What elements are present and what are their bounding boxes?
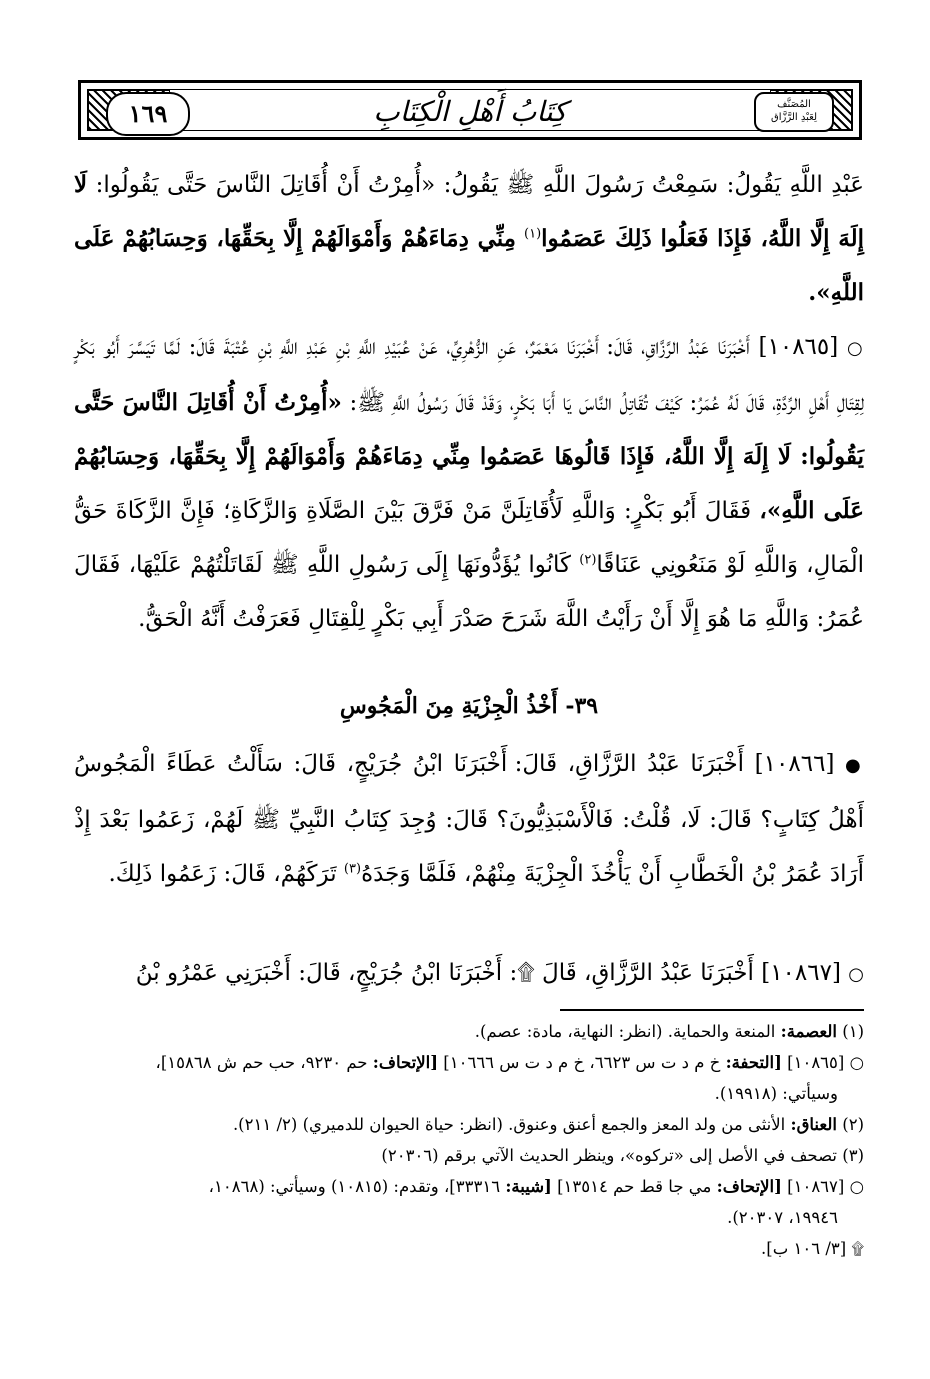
footnote-ref-2: (٢) — [579, 552, 597, 568]
hadith-quote: «أُمِرْتُ أَنْ أُقَاتِلَ النَّاسَ حَتَّى يَقُولُوا: لَا إِلَهَ إِلَّا اللَّهُ، فَإِذَا قَالُوهَا عَصَمُوا مِنِّي دِمَاءَهُمْ وَأَمْوَالَهُمْ إِلَّا بِحَقِّهَا، وَحِسَابُهُمْ عَلَى اللَّهِ»، — [74, 389, 865, 524]
footnote-ref-3: (٣) — [343, 861, 362, 877]
footnote-text: الأنثى من ولد المعز والجمع أعنق وعنوق. (انظر: حياة الحيوان للدميري) (٢/ ٢١١). — [232, 1115, 786, 1134]
footnote-label: [الإتحاف: — [716, 1177, 782, 1196]
hadith-narrator: أَخْبَرَنَا عَبْدُ الرَّزَّاقِ، — [584, 960, 754, 986]
footnote-text: تصحف في الأصل إلى «تركوه»، وينظر الحديث الآتي برقم (٢٠٣٠٦) — [381, 1146, 837, 1165]
book-logo — [754, 92, 834, 132]
logo-line-2: لِعَبْدِ الرَّزَّاق — [770, 112, 818, 123]
footnote-number: [١٠٨٦٧] — [787, 1177, 845, 1196]
hadith-text: قَالَ: أَخْبَرَنَا مَعْمَرٌ، عَنِ الزُّهْرِيِّ، عَنْ عُبَيْدِ اللَّهِ بْنِ عَبْدِ اللَّهِ بْنِ عُتْبَةَ قَالَ: لَمَّا تَيَسَّرَ أَبُو بَكْرٍ لِقِتَالِ أَهْلِ الرِّدَّةِ، قَالَ لَهُ عُمَرُ: كَيْفَ تُقَاتِلُ النَّاسَ يَا أَبَا بَكْرٍ، وَقَدْ قَالَ رَسُولُ اللَّهِ ﷺ: — [74, 334, 865, 416]
logo-line-1: المُصَنَّف — [777, 99, 811, 110]
footnote-number: (٢) — [842, 1115, 864, 1134]
hadith-number: [١٠٨٦٧] — [761, 960, 841, 986]
manuscript-marker: ۩ — [851, 1239, 864, 1258]
footnote-term: العصمة: — [780, 1022, 837, 1041]
paragraph-3 — [74, 737, 864, 901]
footnote-ref-1: (١) — [524, 226, 542, 242]
header-frame — [87, 89, 853, 131]
footnote-label: [الإتحاف: — [372, 1053, 439, 1072]
footnote-3 — [74, 1109, 864, 1140]
footnote-text: المنعة والحماية. (انظر: النهاية، مادة: عصم). — [474, 1022, 776, 1041]
footnote-number: (١) — [842, 1022, 864, 1041]
section-heading: ٣٩- أَخْذُ الْجِزْيَةِ مِنَ الْمَجُوسِ — [339, 693, 599, 719]
p1-line-3: عَلَى اللَّهِ». — [74, 225, 864, 306]
footnote-term: العناق: — [790, 1115, 837, 1134]
hadith-text: كَانُوا يُؤَدُّونَهَا إِلَى رَسُولِ اللَّهِ ﷺ لَقَاتَلْتُهُمْ عَلَيْهَا، فَقَالَ عُمَرُ: وَاللَّهِ مَا هُوَ إِلَّا أَنْ رَأَيْتُ اللَّهَ شَرَحَ صَدْرَ أَبِي بَكْرٍ لِلْقِتَالِ فَعَرَفْتُ أَنَّهُ الْحَقُّ. — [74, 552, 864, 632]
paragraph-4 — [74, 946, 864, 1002]
hadith-text: تَرَكَهُمْ، قَالَ: زَعَمُوا ذَلِكَ. — [108, 861, 337, 887]
hadith-marker-hollow: ○ — [846, 338, 865, 359]
p1-line-2b: مِنِّي دِمَاءَهُمْ وَأَمْوَالَهُمْ إِلَّا بِحَقِّهَا، وَحِسَابُهُمْ — [122, 225, 516, 252]
footnote-5-continued: ١٩٩٤٦، ٢٠٣٠٧). — [727, 1208, 838, 1227]
footnote-6 — [74, 1233, 864, 1264]
footnote-number: (٣) — [842, 1146, 864, 1165]
hadith-number: [١٠٨٦٦] — [754, 751, 835, 777]
footnote-5 — [74, 1171, 864, 1202]
footnote-marker: ○ — [849, 1053, 864, 1072]
page-header — [78, 80, 862, 140]
footnote-text: حم ٩٢٣٠، حب حم ش ١٥٨٦٨]، — [155, 1053, 368, 1072]
hadith-text: فَقَالَ أَبُو بَكْرٍ: وَاللَّهِ لَأُقَاتِلَنَّ مَنْ فَرَّقَ بَيْنَ الصَّلَاةِ وَالزَّكَاةِ؛ فَإِنَّ الزَّكَاةَ حَقُّ الْمَالِ، وَاللَّهِ لَوْ مَنَعُونِي عَنَاقًا — [74, 498, 865, 578]
hadith-narrator: أَخْبَرَنَا عَبْدُ الرَّزَّاقِ، — [640, 334, 750, 360]
hadith-text: قَالَ: أَخْبَرَنَا ابْنُ جُرَيْجٍ، قَالَ: سَأَلْتُ عَطَاءً الْمَجُوسُ أَهْلُ كِتَابٍ؟ قَالَ: لَا، قُلْتُ: فَالْأَسْبَذِيُّونَ؟ قَالَ: وُجِدَ كِتَابُ النَّبِيِّ ﷺ لَهُمْ، زَعَمُوا بَعْدَ إِذْ أَرَادَ عُمَرُ بْنُ الْخَطَّابِ أَنْ يَأْخُذَ الْجِزْيَةَ مِنْهُمْ، فَلَمَّا وَجَدَهُ — [74, 751, 864, 887]
footnote-divider — [560, 1009, 864, 1011]
footnote-text: [٣/ ١٠٦ ب]. — [761, 1239, 847, 1258]
footnote-marker: ○ — [849, 1177, 864, 1196]
hadith-marker-filled: ● — [845, 755, 864, 776]
hadith-marker-hollow: ○ — [848, 964, 864, 985]
hadith-number: [١٠٨٦٥] — [758, 334, 839, 360]
paragraph-2 — [74, 320, 864, 646]
footnote-1 — [74, 1016, 864, 1047]
footnote-number: [١٠٨٦٥] — [787, 1053, 845, 1072]
paragraph-1 — [74, 158, 864, 320]
hadith-narrator: أَخْبَرَنَا عَبْدُ الرَّزَّاقِ، — [567, 751, 745, 777]
p1-line-1: عَبْدِ اللَّهِ يَقُولُ: سَمِعْتُ رَسُولَ اللَّهِ ﷺ يَقُولُ: «أُمِرْتُ أَنْ أُقَاتِلَ النَّاسَ حَتَّى يَقُولُوا: — [95, 172, 865, 198]
book-title: كِتَابُ أَهْلِ الْكِتَابِ — [373, 95, 567, 128]
footnote-text: خ م د ت س ٦٦٢٣، خ م د ت س ١٠٦٦٦] — [443, 1053, 721, 1072]
footnote-2-continued: وسيأتي: (١٩٩١٨). — [714, 1084, 838, 1103]
page-number: ١٦٩ — [106, 92, 190, 136]
footnote-text: مي جا قط حم ١٣٥١٤] — [557, 1177, 712, 1196]
p1-line-2: لَا إِلَهَ إِلَّا اللَّهُ، فَإِذَا فَعَلُوا ذَلِكَ عَصَمُوا — [74, 171, 864, 252]
footnotes — [74, 1016, 864, 1264]
footnote-text: ٣٣٣١٦]، وتقدم: (١٠٨١٥) وسيأتي: (١٠٨٦٨، — [208, 1177, 501, 1196]
footnote-label: [التحفة: — [725, 1053, 782, 1072]
footnote-2 — [74, 1047, 864, 1078]
footnote-4 — [74, 1140, 864, 1171]
hadith-text: قَالَ ۩: أَخْبَرَنَا ابْنُ جُرَيْجٍ، قَالَ: أَخْبَرَنِي عَمْرُو بْنُ — [135, 960, 577, 986]
footnote-label: [شيبة: — [505, 1177, 552, 1196]
